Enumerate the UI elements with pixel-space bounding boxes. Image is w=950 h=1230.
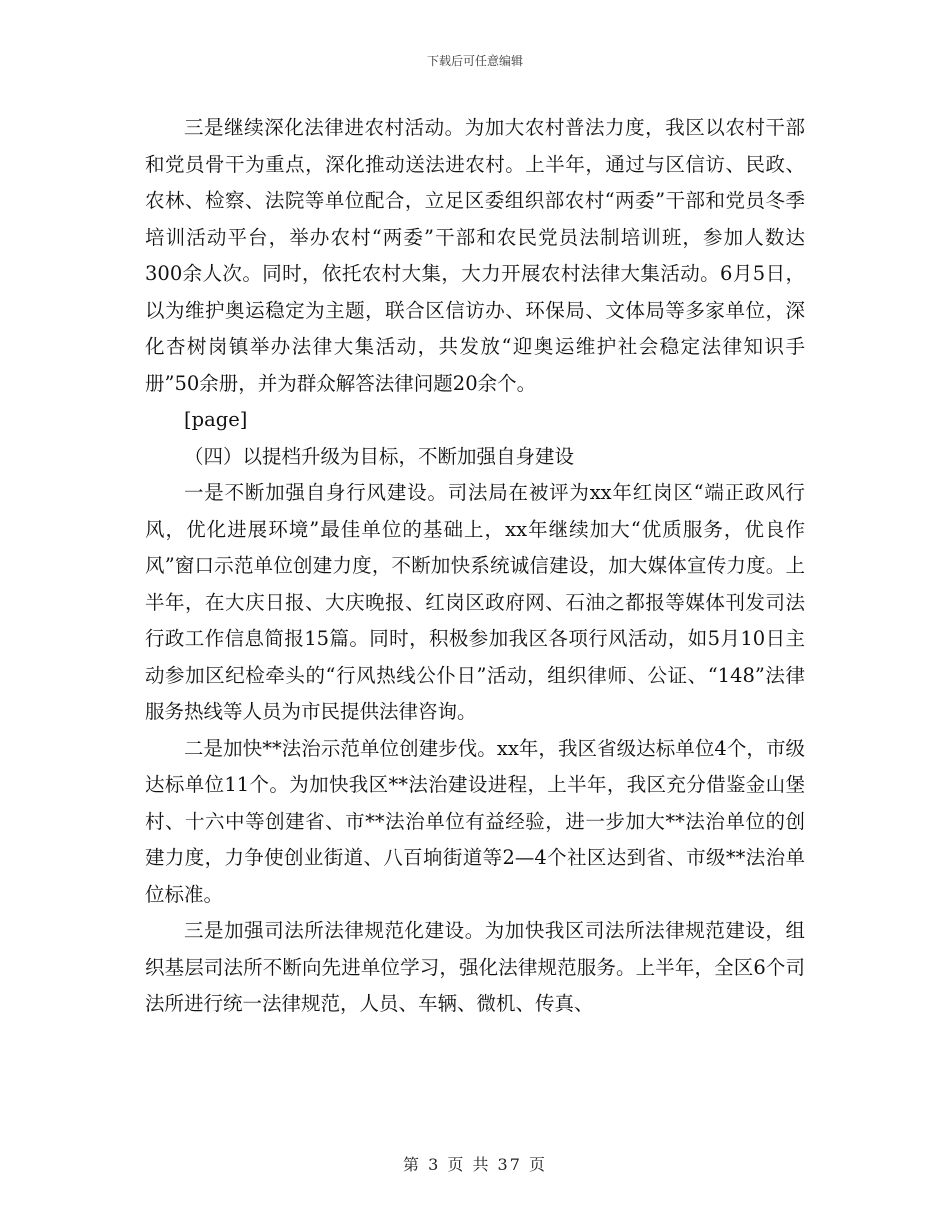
paragraph-judicial-office: 三是加强司法所法律规范化建设。为加快我区司法所法律规范建设，组织基层司法所不断向先进单位学习，强化法律规范服务。上半年，全区6个司法所进行统一法律规范，人员、车辆、微机、传真、 bbox=[145, 919, 805, 1015]
page-header-note: 下载后可任意编辑 bbox=[426, 54, 523, 68]
paragraph-conduct-building: 一是不断加强自身行风建设。司法局在被评为xx年红岗区“端正政风行风，优化进展环境”最佳单位的基础上，xx年继续加大“优质服务，优良作风”窗口示范单位创建力度，不断加快系统诚信建设，加大媒体宣传力度。上半年，在大庆日报、大庆晚报、红岗区政府网、石油之都报等媒体刊发司法行政工作信息简报15篇。同时，积极参加我区各项行风活动，如5月10日主动参加区纪检牵头的“行风热线公仆日”活动，组织律师、公证、“148”法律服务热线等人员为市民提供法律咨询。 bbox=[145, 481, 805, 723]
paragraph-rural-law: 三是继续深化法律进农村活动。为加大农村普法力度，我区以农村干部和党员骨干为重点，深化推动送法进农村。上半年，通过与区信访、民政、农林、检察、法院等单位配合，立足区委组织部农村“两委”干部和党员冬季培训活动平台，举办农村“两委”干部和农民党员法制培训班，参加人数达300余人次。同时，依托农村大集，大力开展农村法律大集活动。6月5日，以为维护奥运稳定为主题，联合区信访办、环保局、文体局等多家单位，深化杏树岗镇举办法律大集活动，共发放“迎奥运维护社会稳定法律知识手册”50余册，并为群众解答法律问题20余个。 bbox=[145, 116, 805, 395]
paragraph-rule-of-law-units: 二是加快**法治示范单位创建步伐。xx年，我区省级达标单位4个，市级达标单位11个。为加快我区**法治建设进程，上半年，我区充分借鉴金山堡村、十六中等创建省、市**法治单位有益经验，进一步加大**法治单位的创建力度，力争使创业街道、八百垧街道等2—4个社区达到省、市级**法治单位标准。 bbox=[145, 736, 805, 906]
page-footer: 第 3 页 共 37 页 bbox=[403, 1155, 547, 1174]
document-body bbox=[145, 110, 805, 1023]
section-heading: （四）以提档升级为目标，不断加强自身建设 bbox=[184, 444, 575, 468]
page-marker: [page] bbox=[184, 408, 248, 431]
